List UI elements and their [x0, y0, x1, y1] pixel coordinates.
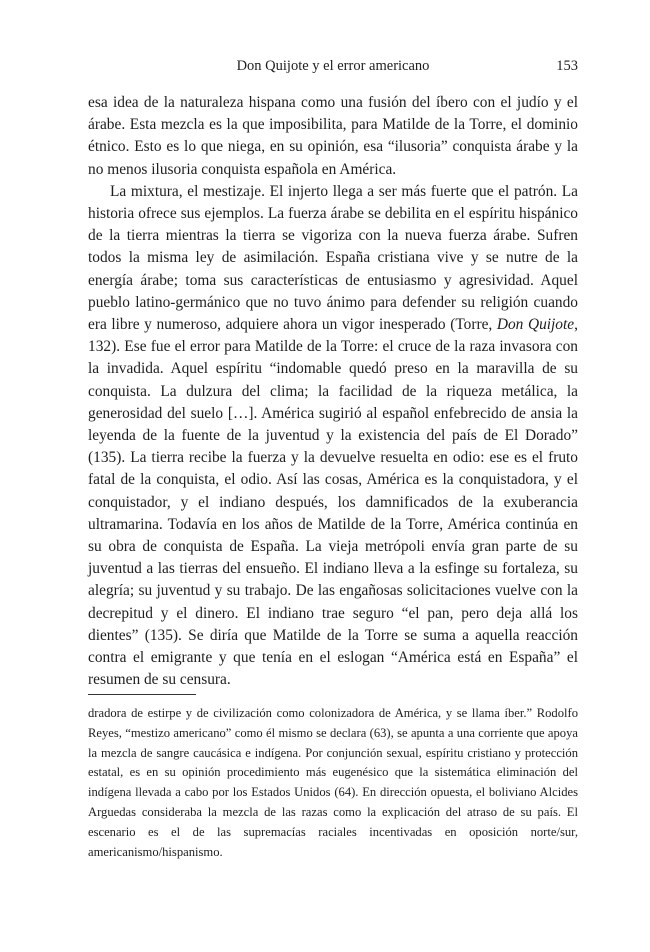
paragraph-text: , 132). Ese fue el error para Matilde de la Torre: el cruce de la raza invasora con la invadida. Aquel espíritu “indomable quedó preso en la maravilla de su conquista. La dulzura del clima; la facilidad de la riqueza metálica, la generosidad del suelo […]. América sugirió al español enfebrecido de ansia la leyenda de la fuente de la juventud y la existencia del país de El Dorado” (135). La tierra recibe la fuerza y la devuelve resuelta en odio: ese es el fruto fatal de la conquista, el odio. Así las cosas, América es la conquistadora, y el conquistador, y el indiano después, los damnificados de la exuberancia ultramarina. Todavía en los años de Matilde de la Torre, América continúa en su obra de conquista de España. La vieja metrópoli envía gran parte de su juventud a las tierras del ensueño. El indiano lleva a la esfinge su fortaleza, su alegría; su juventud y su trabajo. De las engañosas solicitaciones vuelve con la decrepitud y el dinero. El indiano trae seguro “el pan, pero deja allá los dientes” (135). Se diría que Matilde de la Torre se suma a aquella reacción contra el emigrante y que tenía en el eslogan “América está en España” el resumen de su censura.	[88, 316, 578, 689]
paragraph-text: La mixtura, el mestizaje. El injerto llega a ser más fuerte que el patrón. La historia ofrece sus ejemplos. La fuerza árabe se debilita en el espíritu hispánico de la tierra mientras la tierra se vigoriza con la nueva fuerza árabe. Sufren todos la misma ley de asimilación. España cristiana vive y se nutre de la energía árabe; toma sus características de entusiasmo y agresividad. Aquel pueblo latino-germánico que no tuvo ánimo para defender su religión cuando era libre y numeroso, adquiere ahora un vigor inesperado (Torre,	[88, 182, 578, 334]
page-number: 153	[556, 58, 578, 74]
footnote: dradora de estirpe y de civilización como colonizadora de América, y se llama íber.” Rodolfo Reyes, “mestizo americano” como él mismo se declara (63), se apunta a una corriente que apoya la mezcla de sangre caucásica e indígena. Por conjunción sexual, espíritu cristiano y protección estatal, es en su opinión procedimiento más eugenésico que la sistemática eliminación del indígena llevada a cabo por los Estados Unidos (64). En dirección opuesta, el boliviano Alcides Arguedas consideraba la mezcla de las razas como la explicación del atraso de su país. El escenario es el de las supremacías raciales incentivadas en oposición norte/sur, americanismo/hispanismo.	[88, 706, 578, 859]
cited-work-title: Don Quijote	[496, 316, 575, 334]
footnote-divider	[88, 694, 196, 695]
body-text	[88, 92, 578, 691]
body-paragraph	[88, 181, 578, 692]
body-paragraph: esa idea de la naturaleza hispana como una fusión del íbero con el judío y el árabe. Esta mezcla es la que imposibilita, para Matilde de la Torre, el dominio étnico. Esto es lo que niega, en su opinión, esa “ilusoria” conquista árabe y la no menos ilusoria conquista española en América.	[88, 94, 578, 178]
running-header	[88, 56, 578, 76]
running-title: Don Quijote y el error americano	[236, 58, 430, 74]
